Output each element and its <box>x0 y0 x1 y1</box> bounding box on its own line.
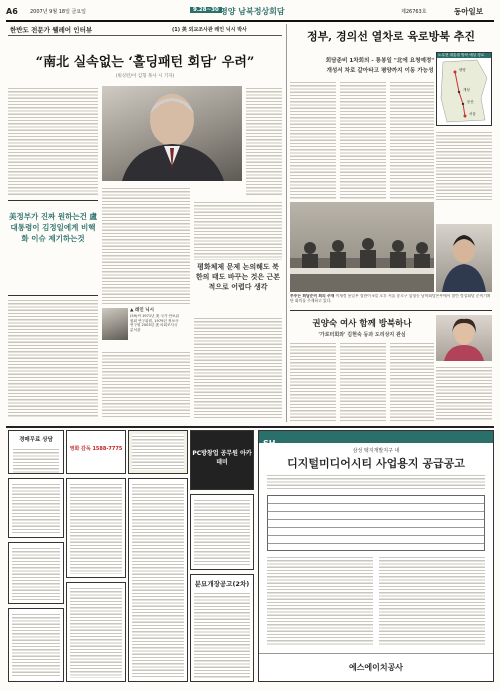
section-badge: 9.28~30 <box>190 7 222 13</box>
sub-article-photo <box>436 315 492 361</box>
section-title: 평양 남북정상회담 <box>220 7 285 16</box>
ad-c3-1-lines <box>132 434 184 470</box>
issue-number: 제26763호 <box>401 9 427 15</box>
profile-text: (59)씨 1971년 美 국가 안보위원회 연구위원, 1979년 정보사 연구원 2003년 美 의회조사국 분석관 <box>130 314 179 332</box>
interview-photo <box>102 86 242 181</box>
ad-left-4-lines <box>12 612 60 678</box>
ad-divider <box>6 426 494 428</box>
quote-block <box>8 200 98 296</box>
body-text-col-3 <box>102 186 190 304</box>
sh-ad-body-1 <box>267 555 373 645</box>
ad-pc-text: PC방창업 공무원 아카데미 <box>192 450 252 466</box>
sub-text-col-4 <box>436 365 492 421</box>
body-text-col-5 <box>8 298 98 418</box>
left-article <box>8 24 282 422</box>
map-label-pyongyang: 평양 <box>459 68 466 72</box>
right-text-col-4 <box>436 130 492 200</box>
sh-ad-intro-text <box>267 473 485 491</box>
sh-ad-table <box>267 495 485 551</box>
map-title: 노무현 대통령 방북 예상 경로 <box>437 53 491 58</box>
meeting-photo <box>290 202 434 292</box>
ad-left-3-lines <box>12 546 60 600</box>
sub-text-col-2 <box>340 341 386 421</box>
ad-box-left-3 <box>8 542 64 604</box>
ad-left-2-lines <box>12 482 60 534</box>
sh-ad-footer <box>259 653 493 682</box>
portrait-photo <box>436 224 492 292</box>
article-headline: “南北 실속없는 ‘홀딩패턴 회담’ 우려” <box>35 55 255 70</box>
sh-ad-title: 디지털미디어시티 사업용지 공급공고 <box>287 457 465 470</box>
ad-grave-title: 분묘개장공고(2차) <box>194 580 250 588</box>
article-kicker: 한반도 전문가 웰레어 인터뷰 <box>10 26 93 34</box>
ad-phone-text: 영화 감독 1588-7775 <box>69 446 123 452</box>
map-label-seoul: 서울 <box>469 112 476 116</box>
right-subhead-2: 개성서 차로 갈아타고 평양까지 이동 가능성 <box>326 68 434 74</box>
body-text-col-2 <box>246 86 282 196</box>
ad-column-2 <box>66 430 126 682</box>
profile-photo <box>102 308 128 340</box>
right-text-col-2 <box>340 80 386 200</box>
ad-c3-vertical-text <box>135 487 183 677</box>
ad-top-left-title: 경매무료 상담 <box>19 437 53 443</box>
newspaper-name: 동아일보 <box>454 7 483 16</box>
sh-company: 에스에이치공사 <box>348 663 404 672</box>
ad-box-mid-3 <box>66 582 126 682</box>
map-label-munsan: 문산 <box>467 100 474 104</box>
article-kicker-bar <box>8 24 282 36</box>
ad-column-1 <box>8 430 64 682</box>
quote-text: 美정부가 진짜 원하는건 盧대통령이 김정일에게 비핵화 이슈 제기하는것 <box>8 212 98 243</box>
right-text-col-3 <box>390 80 434 200</box>
ad-grave-lines <box>194 591 250 679</box>
sh-ad <box>258 430 494 682</box>
profile-box <box>102 308 182 348</box>
right-subhead-1: 회담준비 1차회의 - 통봉일 "北에 요청예정" <box>325 58 435 64</box>
ad-grave-box <box>190 574 254 682</box>
ad-box-c3-2 <box>128 478 188 682</box>
article-byline: (1) 美 외교조사관 레인 닉시 박사 <box>172 27 247 33</box>
ad-box-top-left <box>8 430 64 474</box>
sub-article <box>290 310 492 423</box>
right-headline: 정부, 경의선 열차로 육로방북 추진 <box>307 30 475 43</box>
sh-ad-header <box>259 431 493 448</box>
ad-mid-2-lines <box>70 482 122 574</box>
sh-ad-sub: 삼성 택지개발지구 내 <box>352 448 400 454</box>
sub-text-col-3 <box>390 341 434 421</box>
ad-box-mid-2 <box>66 478 126 578</box>
ad-box-left-4 <box>8 608 64 682</box>
sh-ad-body-2 <box>379 555 485 645</box>
column-divider <box>286 24 287 422</box>
pull-quote-block <box>194 262 282 312</box>
profile-title: ▲ 레인 닉시 <box>130 308 154 313</box>
sub-article-subhead: '가로터회와' 김현숙 등과 도리상지 관심 <box>318 332 406 338</box>
ad-phone-box <box>66 430 126 474</box>
sh-logo: SH <box>263 439 276 448</box>
meeting-photo-caption <box>290 294 492 308</box>
sub-article-headline: 권양숙 여사 함께 방북하나 <box>312 319 412 329</box>
page-header <box>6 6 494 22</box>
sub-text-col-1 <box>290 341 336 421</box>
pull-quote-text: 평화체제 문제 논의해도 북한의 태도 바꾸는 것은 근본적으로 어렵다 생각 <box>195 263 281 291</box>
ad-box-c3-1 <box>128 430 188 474</box>
route-map <box>436 52 492 126</box>
ad-c4-2-lines <box>194 498 250 566</box>
body-text-col-7 <box>194 316 282 418</box>
ad-box-left-2 <box>8 478 64 538</box>
ad-column-4 <box>190 430 254 682</box>
issue-date: 2007년 9월 18일 금요일 <box>30 9 87 15</box>
ad-pc-box <box>190 430 254 490</box>
meeting-caption-text: 이재정 통일부 장관이 9일 오후 서울 종로구 삼청동 남북회담본부에서 열린 정상회담 준비기획단 회의를 주재하고 있다. <box>290 294 491 303</box>
body-text-col-4 <box>194 200 282 260</box>
page-number: A6 <box>6 7 18 16</box>
ad-box-c4-2 <box>190 494 254 570</box>
headline-caption: (워싱턴/이 김형 목사 시 기자) <box>115 74 175 79</box>
body-text-col-6 <box>102 350 190 418</box>
ad-top-left-lines <box>13 447 59 473</box>
body-text-col-1 <box>8 86 98 196</box>
ad-column-3 <box>128 430 188 682</box>
meeting-caption-title: 부푸는 회담준비 회의 주재 <box>290 294 335 298</box>
ad-mid-3-lines <box>70 586 122 678</box>
right-article <box>290 24 492 422</box>
map-label-kaesong: 개성 <box>463 88 470 92</box>
right-text-col-1 <box>290 80 336 200</box>
